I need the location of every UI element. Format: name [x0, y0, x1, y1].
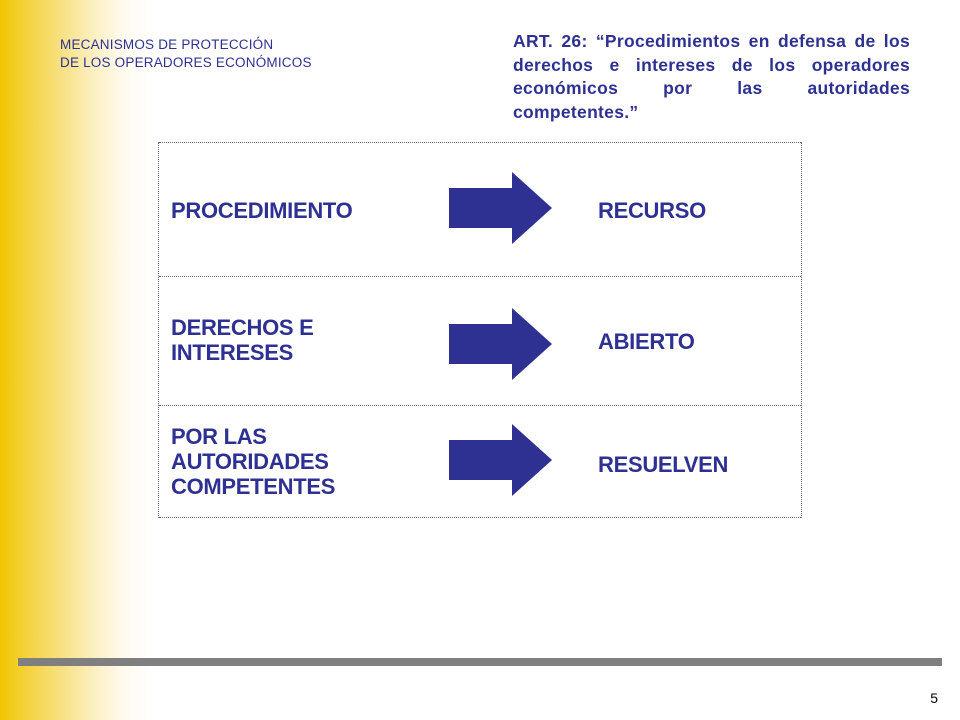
concept-table — [158, 142, 802, 518]
term-line: COMPETENTES — [171, 474, 336, 499]
table-row — [159, 142, 801, 277]
section-title — [60, 36, 312, 72]
term-procedimiento — [171, 198, 353, 223]
meaning-text: RESUELVEN — [598, 452, 729, 477]
right-arrow-icon — [449, 424, 552, 496]
article-quote: ART. 26: “Procedimientos en defensa de los derechos e intereses de los operadores económicos por las autoridades competentes.” — [513, 31, 910, 122]
term-derechos-intereses — [171, 315, 313, 365]
yellow-side-gradient — [0, 0, 150, 720]
table-row — [159, 405, 801, 518]
section-title-line-2: DE LOS OPERADORES ECONÓMICOS — [60, 55, 312, 70]
footer-bar — [18, 658, 942, 666]
meaning-resuelven — [598, 452, 728, 477]
right-arrow-icon — [449, 308, 552, 380]
meaning-abierto — [598, 329, 695, 354]
term-por-las-autoridades — [171, 424, 335, 499]
meaning-text: RECURSO — [598, 198, 706, 223]
term-text: PROCEDIMIENTO — [171, 198, 353, 223]
section-title-line-1: MECANISMOS DE PROTECCIÓN — [60, 37, 274, 52]
page-number: 5 — [930, 690, 938, 706]
term-line: AUTORIDADES — [171, 449, 329, 474]
term-line: POR LAS — [171, 424, 267, 449]
meaning-text: ABIERTO — [598, 329, 695, 354]
term-line: DERECHOS E — [171, 315, 314, 340]
right-arrow-icon — [449, 172, 552, 244]
table-row — [159, 276, 801, 405]
term-line: INTERESES — [171, 340, 293, 365]
meaning-recurso — [598, 198, 706, 223]
